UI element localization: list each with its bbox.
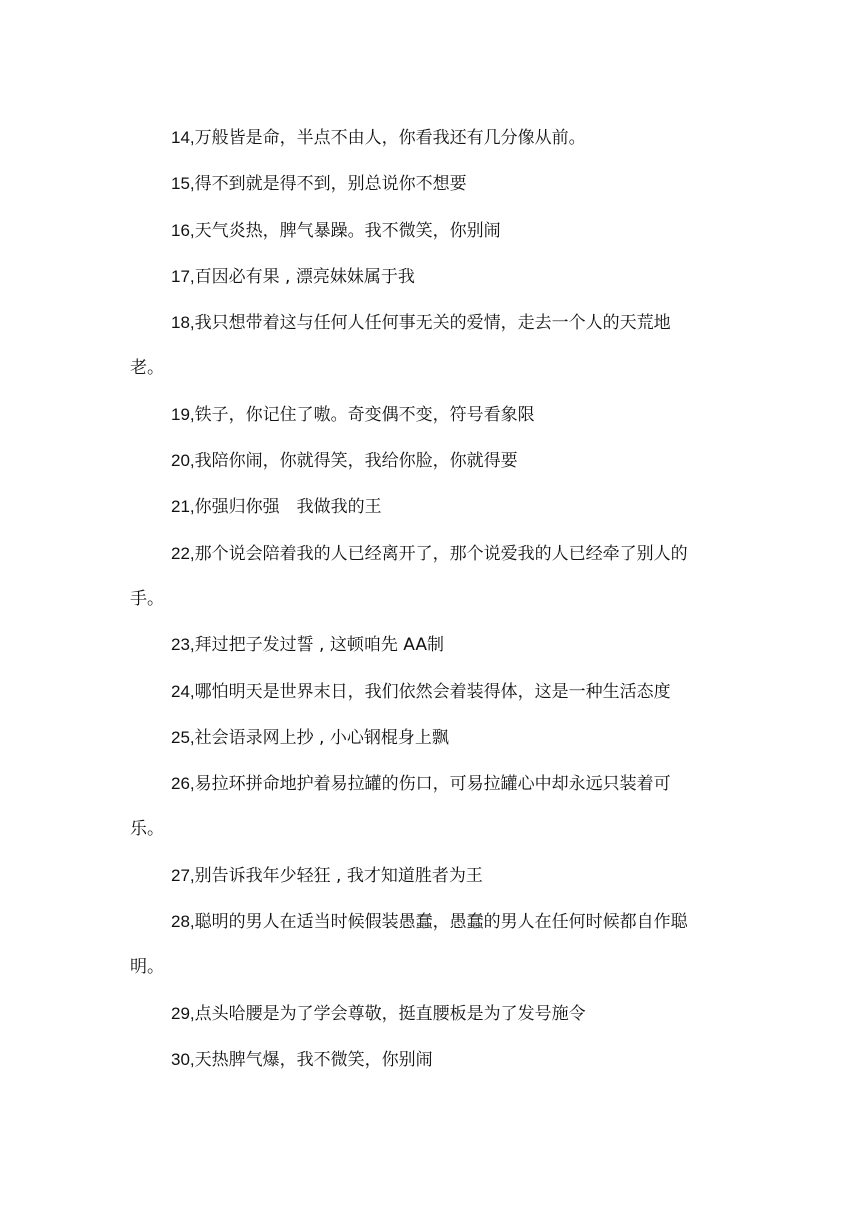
list-item [130,392,696,438]
item-number: 23, [171,635,195,655]
item-number: 25, [171,727,195,747]
item-text: 得不到就是得不到，别总说你不想要 [194,174,467,195]
quote-list [130,115,696,1083]
item-text: 别告诉我年少轻狂 , 我才知道胜者为王 [194,865,483,886]
item-number: 30, [171,1049,195,1069]
item-number: 29, [171,1003,195,1023]
item-number: 21, [171,497,195,517]
item-number: 14, [171,128,195,147]
list-item [130,300,696,392]
item-text: 我只想带着这与任何人任何事无关的爱情，走去一个人的天荒地老。 [130,313,671,379]
item-number: 26, [171,774,195,794]
item-number: 19, [171,404,195,424]
item-text: 哪怕明天是世界末日，我们依然会着装得体，这是一种生活态度 [194,681,671,702]
item-text: 万般皆是命，半点不由人，你看我还有几分像从前。 [194,128,586,148]
item-text: 点头哈腰是为了学会尊敬，挺直腰板是为了发号施令 [194,1003,586,1024]
item-text: 易拉环拼命地护着易拉罐的伤口，可易拉罐心中却永远只装着可乐。 [130,774,671,840]
list-item [130,715,696,761]
list-item [130,115,696,161]
item-number: 28, [171,912,195,932]
item-number: 27, [171,865,195,885]
list-item [130,161,696,207]
item-number: 24, [171,681,195,701]
list-item [130,438,696,484]
list-item [130,899,696,991]
list-item [130,669,696,715]
list-item [130,761,696,853]
list-item [130,484,696,530]
item-text: 百因必有果 , 漂亮妹妹属于我 [194,266,415,287]
list-item [130,531,696,623]
list-item [130,853,696,899]
item-number: 22, [171,543,195,563]
item-text: 天热脾气爆，我不微笑，你别闹 [194,1049,433,1070]
item-text: 我陪你闹，你就得笑，我给你脸，你就得要 [194,451,518,472]
item-text: 社会语录网上抄 , 小心钢棍身上飘 [194,727,449,748]
list-item [130,208,696,254]
item-text: 你强归你强 我做我的王 [194,497,382,518]
item-text: 拜过把子发过誓 , 这顿咱先 AA制 [194,635,444,656]
list-item [130,1037,696,1083]
item-number: 18, [171,313,195,333]
item-text: 聪明的男人在适当时候假装愚蠢，愚蠢的男人在任何时候都自作聪明。 [130,912,688,978]
item-number: 17, [171,266,195,286]
list-item [130,991,696,1037]
item-number: 15, [171,174,195,194]
list-item [130,254,696,300]
item-text: 铁子，你记住了嗷。奇变偶不变，符号看象限 [194,404,535,425]
item-number: 20, [171,451,195,471]
list-item [130,622,696,668]
item-number: 16, [171,220,195,240]
item-text: 那个说会陪着我的人已经离开了，那个说爱我的人已经牵了别人的手。 [130,543,688,609]
item-text: 天气炎热，脾气暴躁。我不微笑，你别闹 [194,220,501,241]
